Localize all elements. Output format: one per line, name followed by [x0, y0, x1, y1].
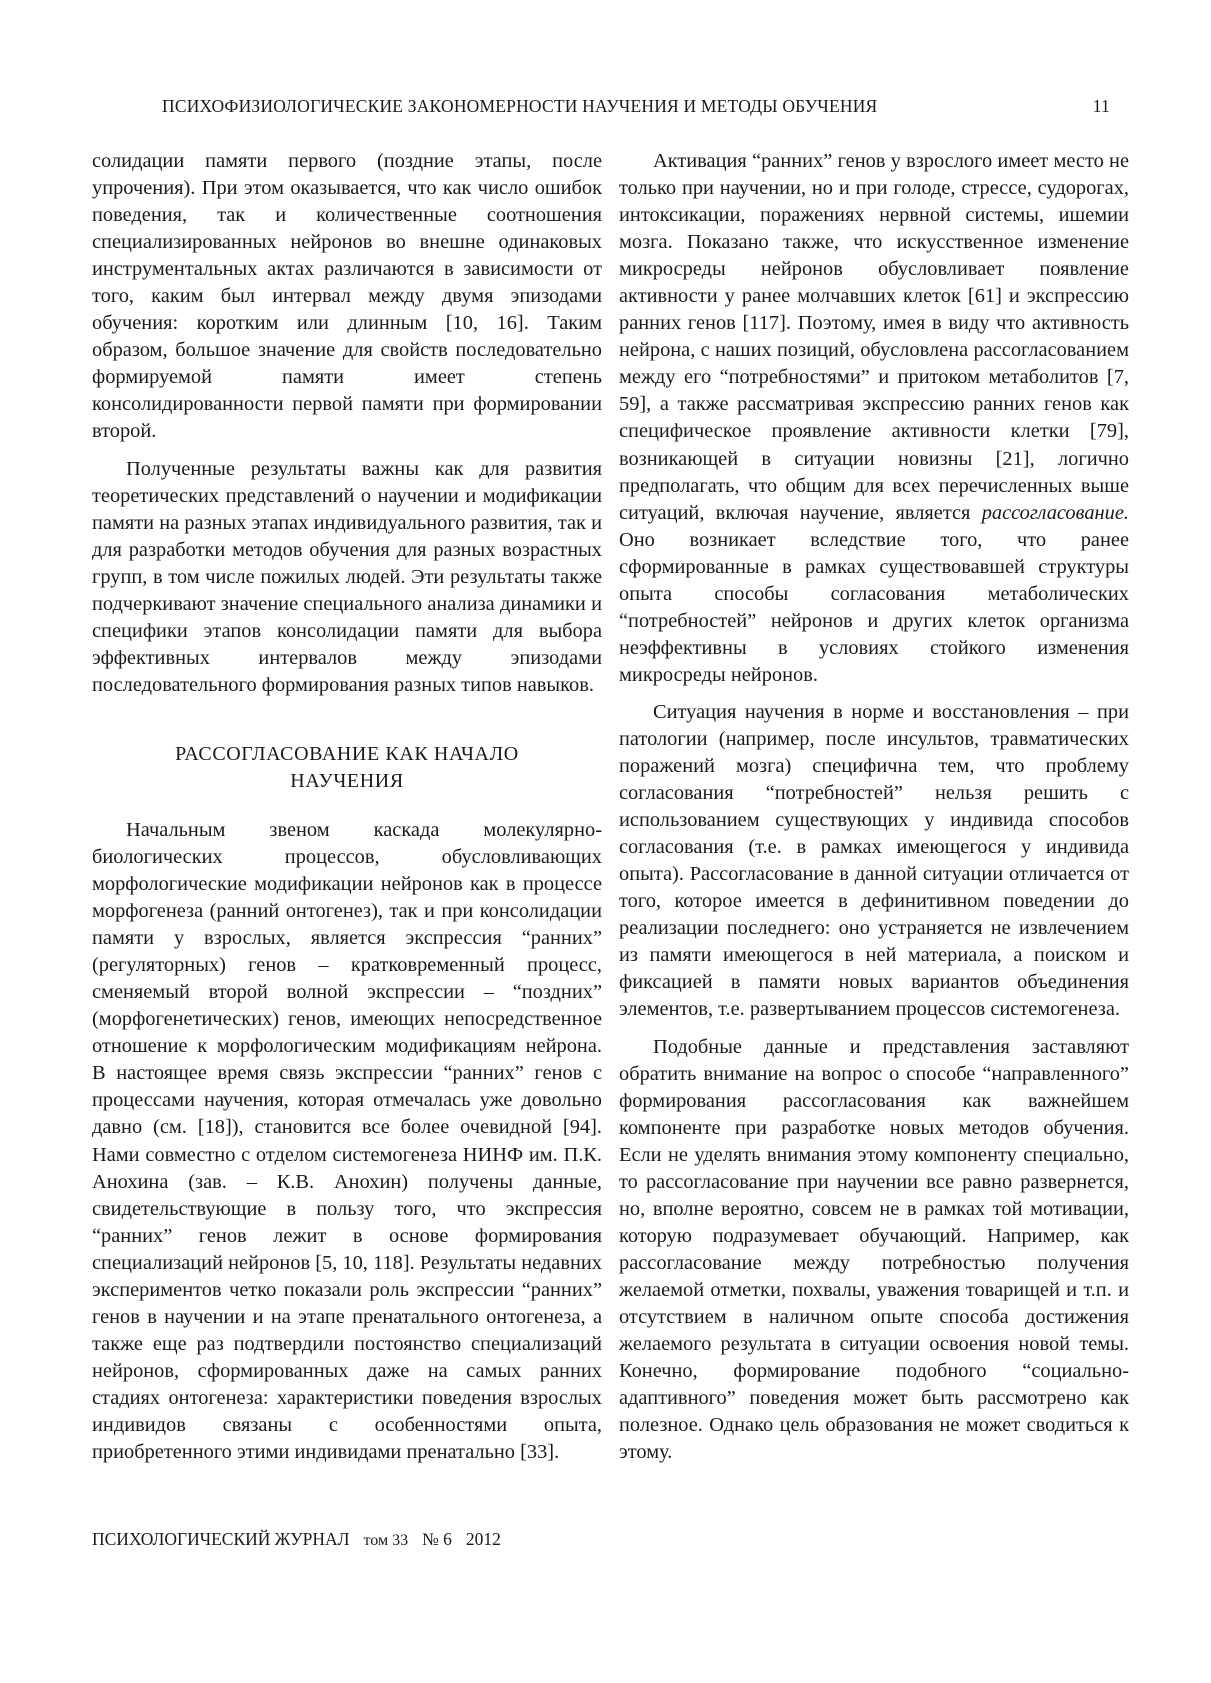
running-header — [150, 96, 1110, 122]
paragraph: Полученные результаты важны как для развития теоретических представлений о научении и модификации памяти на разных этапах индивидуального развития, так и для разработки методов обучения для разных возрастных групп, в том числе пожилых людей. Эти результаты также подчеркивают значение специального анализа динамики и специфики этапов консолидации памяти для выбора эффективных интервалов между эпизодами последовательного формирования разных типов навыков. — [92, 457, 602, 696]
paragraph-text: Активация “ранних” генов у взрослого имеет место не только при научении, но и при голоде, стрессе, судорогах, интоксикации, поражениях нервной системы, ишемии мозга. Показано также, что искусственное изменение микросреды нейронов обусловливает появление активности у ранее молчавших клеток [61] и экспрессию ранних генов [117]. Поэтому, имея в виду что активность нейрона, с наших позиций, обусловлена рассогласованием между его “потребностями” и притоком метаболитов [7, 59], а также рассматривая экспрессию ранних генов как специфическое проявление активности клетки [79], возникающей в ситуации новизны [21], логично предполагать, что общим для всех перечисленных выше ситуаций, включая научение, является — [619, 150, 1129, 524]
emphasized-term: рассогласование. — [981, 501, 1129, 524]
paragraph: солидации памяти первого (поздние этапы, после упрочения). При этом оказывается, что как число ошибок поведения, так и количественные соотношения специализированных нейронов во внешне одинаковых инструментальных актах различаются в зависимости от того, каким был интервал между двумя эпизодами обучения: коротким или длинным [10, 16]. Таким образом, большое значение для свойств последовательно формируемой памяти имеет степень консолидированности первой памяти при формировании второй. — [92, 150, 602, 443]
running-header-title: ПСИХОФИЗИОЛОГИЧЕСКИЕ ЗАКОНОМЕРНОСТИ НАУЧЕНИЯ И МЕТОДЫ ОБУЧЕНИЯ — [162, 96, 878, 116]
section-heading-line: РАССОГЛАСОВАНИЕ КАК НАЧАЛО — [175, 742, 519, 765]
paragraph: Начальным звеном каскада молекулярно-биологических процессов, обусловливающих морфологические модификации нейронов как в процессе морфогенеза (ранний онтогенез), так и при консолидации памяти у взрослых, является экспрессия “ранних” (регуляторных) генов – кратковременный процесс, сменяемый второй волной экспрессии – “поздних” (морфогенетических) генов, имеющих непосредственное отношение к морфологическим модификациям нейрона. В настоящее время связь экспрессии “ранних” генов с процессами научения, которая отмечалась уже довольно давно (см. [18]), становится все более очевидной [94]. Нами совместно с отделом системогенеза НИНФ им. П.К. Анохина (зав. – К.В. Анохин) получены данные, свидетельствующие в пользу того, что экспрессия “ранних” генов лежит в основе формирования специализаций нейронов [5, 10, 118]. Результаты недавних экспериментов четко показали роль экспрессии “ранних” генов в научении и на этапе пренатального онтогенеза, а также еще раз подтвердили постоянство специализаций нейронов, сформированных даже на самых ранних стадиях онтогенеза: характеристики поведения взрослых индивидов связаны с особенностями опыта, приобретенного этими индивидами пренатально [33]. — [92, 818, 602, 1464]
paragraph — [619, 148, 1129, 689]
year: 2012 — [465, 1529, 501, 1549]
paragraph: Подобные данные и представления заставляют обратить внимание на вопрос о способе “направленного” формирования рассогласования как важнейшем компоненте при разработке новых методов обучения. Если не уделять внимания этому компоненту специально, то рассогласование при научении все равно развернется, но, вполне вероятно, совсем не в рамках той мотивации, которую подразумевает обучающий. Например, как рассогласование между потребностью получения желаемой отметки, похвалы, уважения товарищей и т.п. и отсутствием в наличном опыте способа достижения желаемого результата в ситуации освоения новой темы. Конечно, формирование подобного “социально-адаптивного” поведения может быть рассмотрено как полезное. Однако цель образования не может сводиться к этому. — [619, 1035, 1129, 1464]
issue: № 6 — [422, 1529, 452, 1549]
page-number: 11 — [1092, 96, 1110, 116]
running-footer — [92, 1529, 515, 1550]
left-column — [92, 148, 602, 1476]
paragraph-text: Оно возникает вследствие того, что ранее сформированные в рамках существовавшей структуры опыта способы согласования метаболических “потребностей” нейронов и других клеток организма неэффективны в условиях стойкого изменения микросреды нейронов. — [619, 528, 1129, 686]
section-heading — [92, 741, 602, 795]
section-heading-line: НАУЧЕНИЯ — [290, 769, 404, 792]
paragraph: Ситуация научения в норме и восстановления – при патологии (например, после инсультов, травматических поражений мозга) специфична тем, что проблему согласования “потребностей” нельзя решить с использованием существующих у индивида способов согласования (т.е. в рамках имеющегося у индивида опыта). Рассогласование в данной ситуации отличается от того, которое имеется в дефинитивном поведении до реализации последнего: оно устраняется не извлечением из памяти имеющегося в ней материала, а поиском и фиксацией в памяти новых вариантов объединения элементов, т.е. развертыванием процессов системогенеза. — [619, 700, 1129, 1021]
right-column — [619, 148, 1129, 1476]
volume: том 33 — [363, 1532, 409, 1549]
journal-name: ПСИХОЛОГИЧЕСКИЙ ЖУРНАЛ — [92, 1529, 350, 1549]
